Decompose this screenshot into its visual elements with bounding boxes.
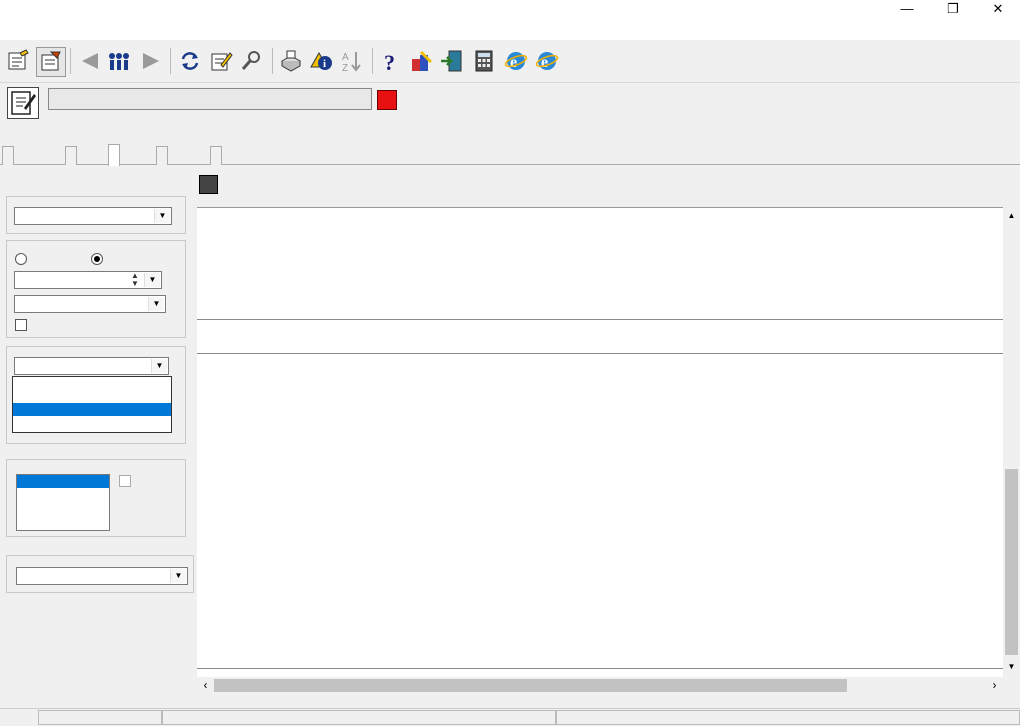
- print-icon[interactable]: [277, 47, 305, 75]
- people-icon[interactable]: [105, 47, 133, 75]
- display-option[interactable]: [17, 488, 109, 501]
- status-bar: [0, 708, 1020, 726]
- tab-patient-list[interactable]: [2, 146, 14, 165]
- received-radio[interactable]: [15, 253, 27, 265]
- edit-note-icon[interactable]: [207, 47, 235, 75]
- display-option-selected[interactable]: [17, 475, 109, 488]
- retain-checkbox[interactable]: [15, 319, 27, 331]
- maximize-button[interactable]: ❐: [947, 1, 959, 16]
- open-record-icon[interactable]: [36, 47, 66, 77]
- tab-summary[interactable]: [156, 146, 168, 165]
- result-option-selected[interactable]: [13, 403, 171, 416]
- calculator-icon[interactable]: [470, 47, 498, 75]
- result-option[interactable]: [13, 390, 171, 403]
- graph-checkbox[interactable]: [119, 475, 131, 487]
- svg-text:e: e: [510, 54, 518, 71]
- tab-patient-info[interactable]: [210, 146, 222, 165]
- comment-row: [197, 641, 1003, 669]
- result-option[interactable]: [13, 377, 171, 390]
- performed-radio[interactable]: [91, 253, 103, 265]
- since-secondary-select[interactable]: [14, 295, 166, 313]
- info-icon[interactable]: [307, 47, 335, 75]
- chevron-down-icon: ▼: [154, 209, 170, 223]
- tab-orders[interactable]: [65, 146, 77, 165]
- exit-door-icon[interactable]: [437, 47, 465, 75]
- since-date-picker[interactable]: [14, 271, 162, 289]
- ack-status-select[interactable]: [16, 567, 188, 585]
- svg-text:A: A: [342, 52, 349, 63]
- browser-icon[interactable]: [502, 47, 530, 75]
- svg-text:e: e: [541, 54, 549, 71]
- comment-row: [197, 293, 1003, 320]
- result-selection-dropdown: [12, 376, 172, 433]
- patient-record-icon[interactable]: [7, 87, 39, 119]
- chevron-down-icon: ▼: [170, 569, 186, 583]
- browser-2-icon[interactable]: [533, 47, 561, 75]
- alert-badge[interactable]: [377, 90, 397, 110]
- status-pane-empty: [38, 710, 162, 725]
- scroll-corner: [1003, 677, 1020, 694]
- scroll-right-icon[interactable]: ›: [992, 678, 997, 692]
- help-icon[interactable]: [377, 47, 405, 75]
- menu-bar: [0, 20, 1020, 40]
- result-selection-select[interactable]: [14, 357, 169, 375]
- filter-icon[interactable]: [199, 175, 218, 194]
- vertical-scrollbar[interactable]: [1003, 207, 1020, 677]
- title-bar: [0, 0, 1020, 20]
- close-button[interactable]: ✕: [992, 1, 1004, 16]
- scroll-up-icon[interactable]: ▲: [1007, 211, 1016, 220]
- scroll-down-icon[interactable]: ▼: [1007, 662, 1016, 671]
- svg-text:i: i: [323, 58, 327, 70]
- search-tools-icon[interactable]: [238, 47, 266, 75]
- minimize-button[interactable]: —: [900, 1, 914, 16]
- forward-arrow-icon[interactable]: [137, 47, 165, 75]
- colour-tools-icon[interactable]: [407, 47, 435, 75]
- horizontal-scroll-thumb[interactable]: [214, 679, 847, 692]
- result-option[interactable]: [13, 416, 171, 429]
- results-grid: [197, 207, 1003, 678]
- status-user: [556, 710, 1020, 725]
- svg-text:Z: Z: [342, 63, 349, 73]
- chevron-down-icon: ▼: [151, 359, 167, 373]
- status-server: [162, 710, 556, 725]
- display-option[interactable]: [17, 501, 109, 514]
- chevron-down-icon: ▼: [144, 273, 160, 287]
- chart-select[interactable]: [14, 207, 172, 225]
- tab-results[interactable]: [108, 144, 120, 166]
- svg-text:?: ?: [384, 50, 395, 73]
- display-format-list: [16, 474, 110, 531]
- chevron-down-icon: ▼: [148, 297, 164, 311]
- scroll-left-icon[interactable]: ‹: [203, 678, 208, 692]
- vertical-scroll-thumb[interactable]: [1005, 469, 1018, 655]
- patient-name-box: [48, 88, 372, 110]
- date-spinner-icon[interactable]: ▲ ▼: [131, 271, 139, 288]
- horizontal-scrollbar[interactable]: [197, 677, 1003, 694]
- toolbar: [0, 40, 1020, 83]
- back-arrow-icon[interactable]: [76, 47, 104, 75]
- patient-list-icon[interactable]: [4, 47, 32, 75]
- refresh-icon[interactable]: [176, 47, 204, 75]
- group-header-row[interactable]: [197, 320, 1003, 354]
- sort-az-icon[interactable]: [337, 47, 365, 75]
